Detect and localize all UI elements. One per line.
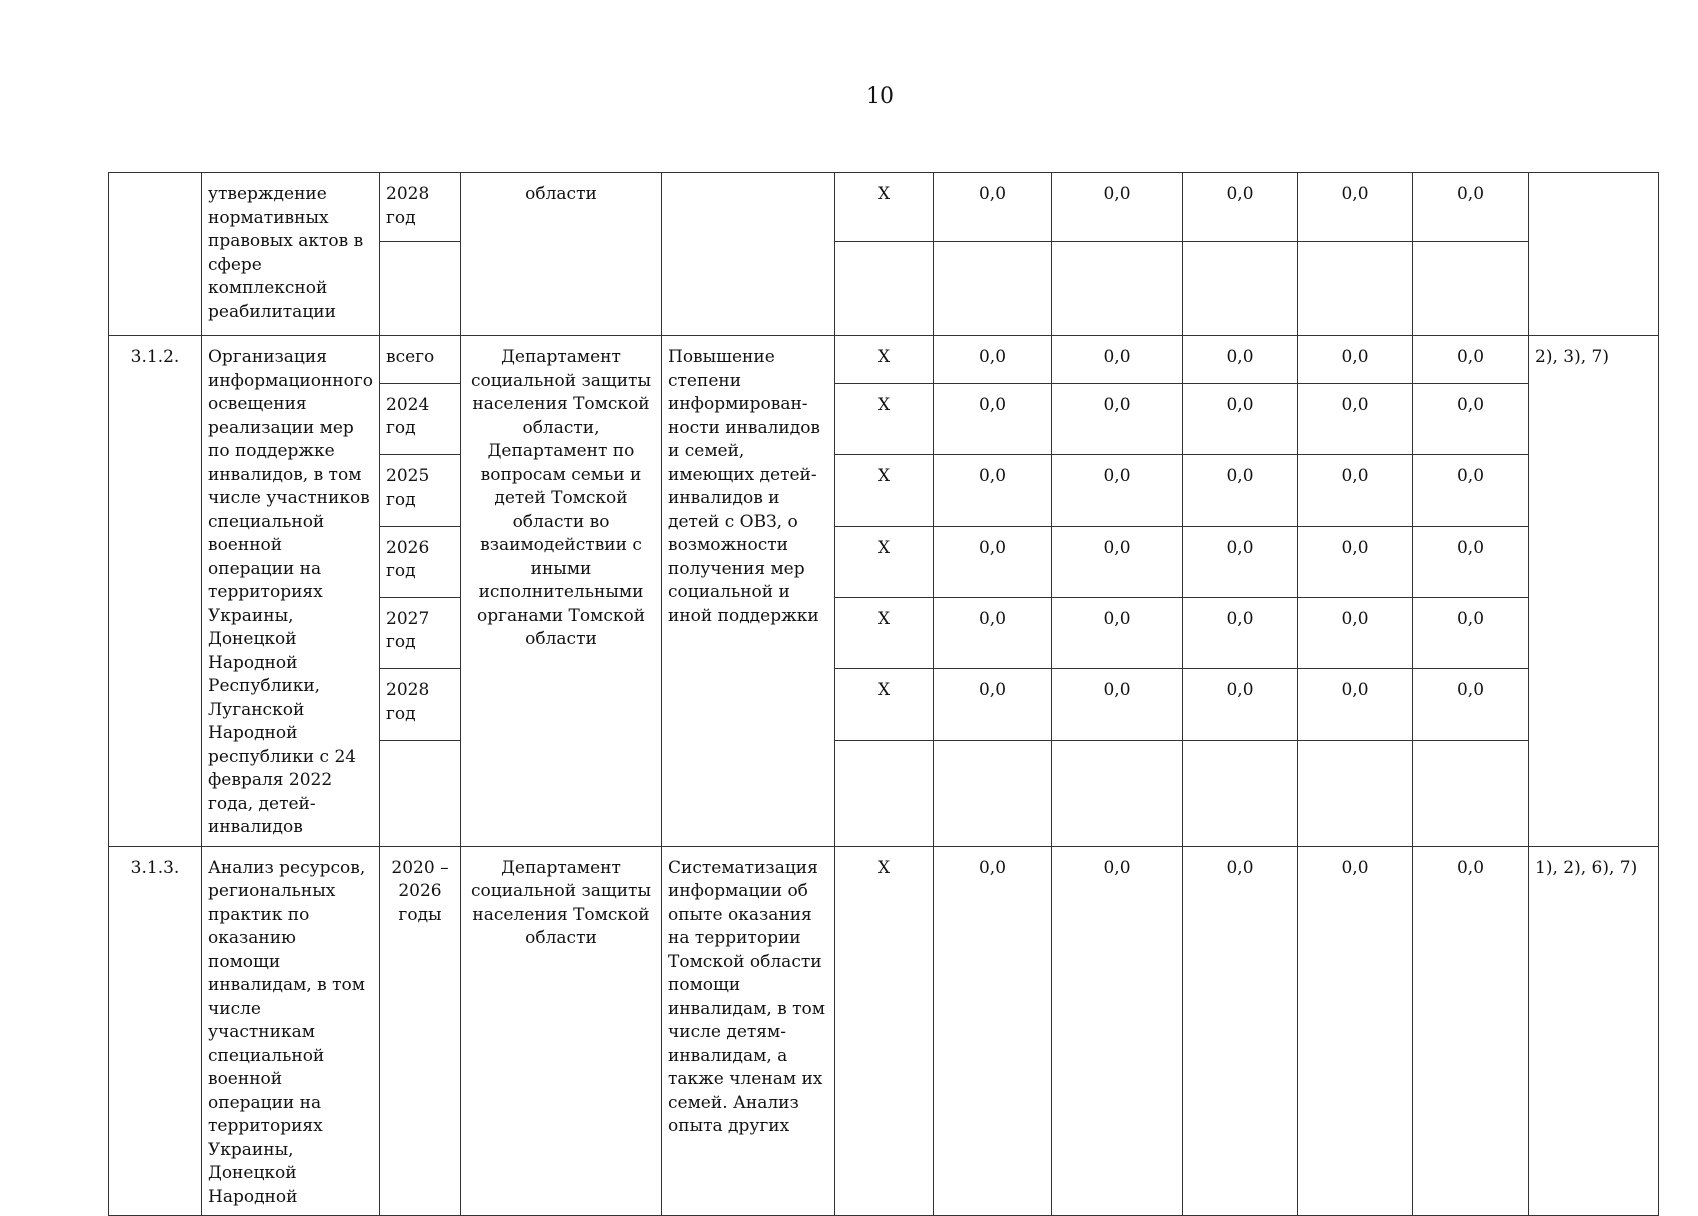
measure-name-cell: Анализ ресурсов, региональных практик по оказанию помощи инвалидам, в том числе участникам специальной военной операции на территориях Украины, Донецкой Народной <box>202 846 380 1216</box>
value-cell: 0,0 <box>1413 336 1529 384</box>
x-mark-cell: X <box>835 173 934 242</box>
value-cell: 0,0 <box>1183 173 1298 242</box>
period-cell: всего <box>380 336 461 384</box>
value-cell: 0,0 <box>934 526 1052 597</box>
empty-cell <box>1183 740 1298 846</box>
value-cell: 0,0 <box>1298 846 1413 1216</box>
value-cell: 0,0 <box>1298 173 1413 242</box>
activity-plan-table <box>108 172 1659 1216</box>
empty-cell <box>1413 740 1529 846</box>
row-number-cell <box>109 173 202 336</box>
value-cell: 0,0 <box>1413 455 1529 526</box>
value-cell: 0,0 <box>1183 526 1298 597</box>
value-cell: 0,0 <box>1183 455 1298 526</box>
empty-cell <box>934 740 1052 846</box>
page-number: 10 <box>866 84 894 109</box>
value-cell: 0,0 <box>934 173 1052 242</box>
x-mark-cell: X <box>835 336 934 384</box>
result-cell: Повышение степени информирован-ности инвалидов и семей, имеющих детей-инвалидов и детей с ОВЗ, о возможности получения мер социальной и иной поддержки <box>662 336 835 847</box>
period-cell: 2025 год <box>380 455 461 526</box>
x-mark-cell: X <box>835 597 934 668</box>
executor-cell: Департамент социальной защиты населения Томской области <box>461 846 662 1216</box>
period-cell: 2020 – 2026 годы <box>380 846 461 1216</box>
value-cell: 0,0 <box>1298 597 1413 668</box>
period-cell: 2026 год <box>380 526 461 597</box>
empty-cell <box>835 242 934 336</box>
value-cell: 0,0 <box>934 383 1052 454</box>
x-mark-cell: X <box>835 846 934 1216</box>
empty-cell <box>1298 242 1413 336</box>
value-cell: 0,0 <box>1052 173 1183 242</box>
x-mark-cell: X <box>835 526 934 597</box>
value-cell: 0,0 <box>1052 336 1183 384</box>
period-cell <box>380 242 461 336</box>
x-mark-cell: X <box>835 669 934 740</box>
period-cell: 2024 год <box>380 383 461 454</box>
measure-name-cell: Организация информационного освещения реализации мер по поддержке инвалидов, в том числе участников специальной военной операции на территориях Украины, Донецкой Народной Республики, Луганской Народной республики с 24 февраля 2022 года, детей-инвалидов <box>202 336 380 847</box>
value-cell: 0,0 <box>1052 597 1183 668</box>
value-cell: 0,0 <box>1183 336 1298 384</box>
value-cell: 0,0 <box>1298 336 1413 384</box>
value-cell: 0,0 <box>1298 383 1413 454</box>
value-cell: 0,0 <box>1052 669 1183 740</box>
x-mark-cell: X <box>835 455 934 526</box>
executor-cell: области <box>461 173 662 336</box>
value-cell: 0,0 <box>934 597 1052 668</box>
value-cell: 0,0 <box>1183 846 1298 1216</box>
value-cell: 0,0 <box>934 336 1052 384</box>
period-cell: 2028 год <box>380 173 461 242</box>
measure-name-cell: утверждение нормативных правовых актов в сфере комплексной реабилитации <box>202 173 380 336</box>
period-cell <box>380 740 461 846</box>
empty-cell <box>1298 740 1413 846</box>
value-cell: 0,0 <box>934 669 1052 740</box>
empty-cell <box>1413 242 1529 336</box>
value-cell: 0,0 <box>1052 526 1183 597</box>
value-cell: 0,0 <box>1413 383 1529 454</box>
row-number-cell: 3.1.3. <box>109 846 202 1216</box>
indicators-cell: 1), 2), 6), 7) <box>1529 846 1659 1216</box>
value-cell: 0,0 <box>1183 597 1298 668</box>
value-cell: 0,0 <box>1413 669 1529 740</box>
value-cell: 0,0 <box>1183 669 1298 740</box>
value-cell: 0,0 <box>1298 455 1413 526</box>
value-cell: 0,0 <box>1298 526 1413 597</box>
empty-cell <box>934 242 1052 336</box>
empty-cell <box>835 740 934 846</box>
table-row <box>109 336 1659 384</box>
executor-cell: Департамент социальной защиты населения Томской области, Департамент по вопросам семьи и детей Томской области во взаимодействии с иными исполнительными органами Томской области <box>461 336 662 847</box>
value-cell: 0,0 <box>1413 597 1529 668</box>
result-cell <box>662 173 835 336</box>
empty-cell <box>1052 740 1183 846</box>
x-mark-cell: X <box>835 383 934 454</box>
indicators-cell: 2), 3), 7) <box>1529 336 1659 847</box>
value-cell: 0,0 <box>1413 846 1529 1216</box>
value-cell: 0,0 <box>1052 455 1183 526</box>
empty-cell <box>1183 242 1298 336</box>
row-number-cell: 3.1.2. <box>109 336 202 847</box>
value-cell: 0,0 <box>1298 669 1413 740</box>
table-row <box>109 173 1659 242</box>
value-cell: 0,0 <box>934 846 1052 1216</box>
value-cell: 0,0 <box>1183 383 1298 454</box>
indicators-cell <box>1529 173 1659 336</box>
period-cell: 2028 год <box>380 669 461 740</box>
empty-cell <box>1052 242 1183 336</box>
value-cell: 0,0 <box>1052 846 1183 1216</box>
value-cell: 0,0 <box>1413 173 1529 242</box>
table-row <box>109 846 1659 1216</box>
value-cell: 0,0 <box>1413 526 1529 597</box>
value-cell: 0,0 <box>934 455 1052 526</box>
result-cell: Систематизация информации об опыте оказания на территории Томской области помощи инвалидам, в том числе детям-инвалидам, а также членам их семей. Анализ опыта других <box>662 846 835 1216</box>
value-cell: 0,0 <box>1052 383 1183 454</box>
period-cell: 2027 год <box>380 597 461 668</box>
